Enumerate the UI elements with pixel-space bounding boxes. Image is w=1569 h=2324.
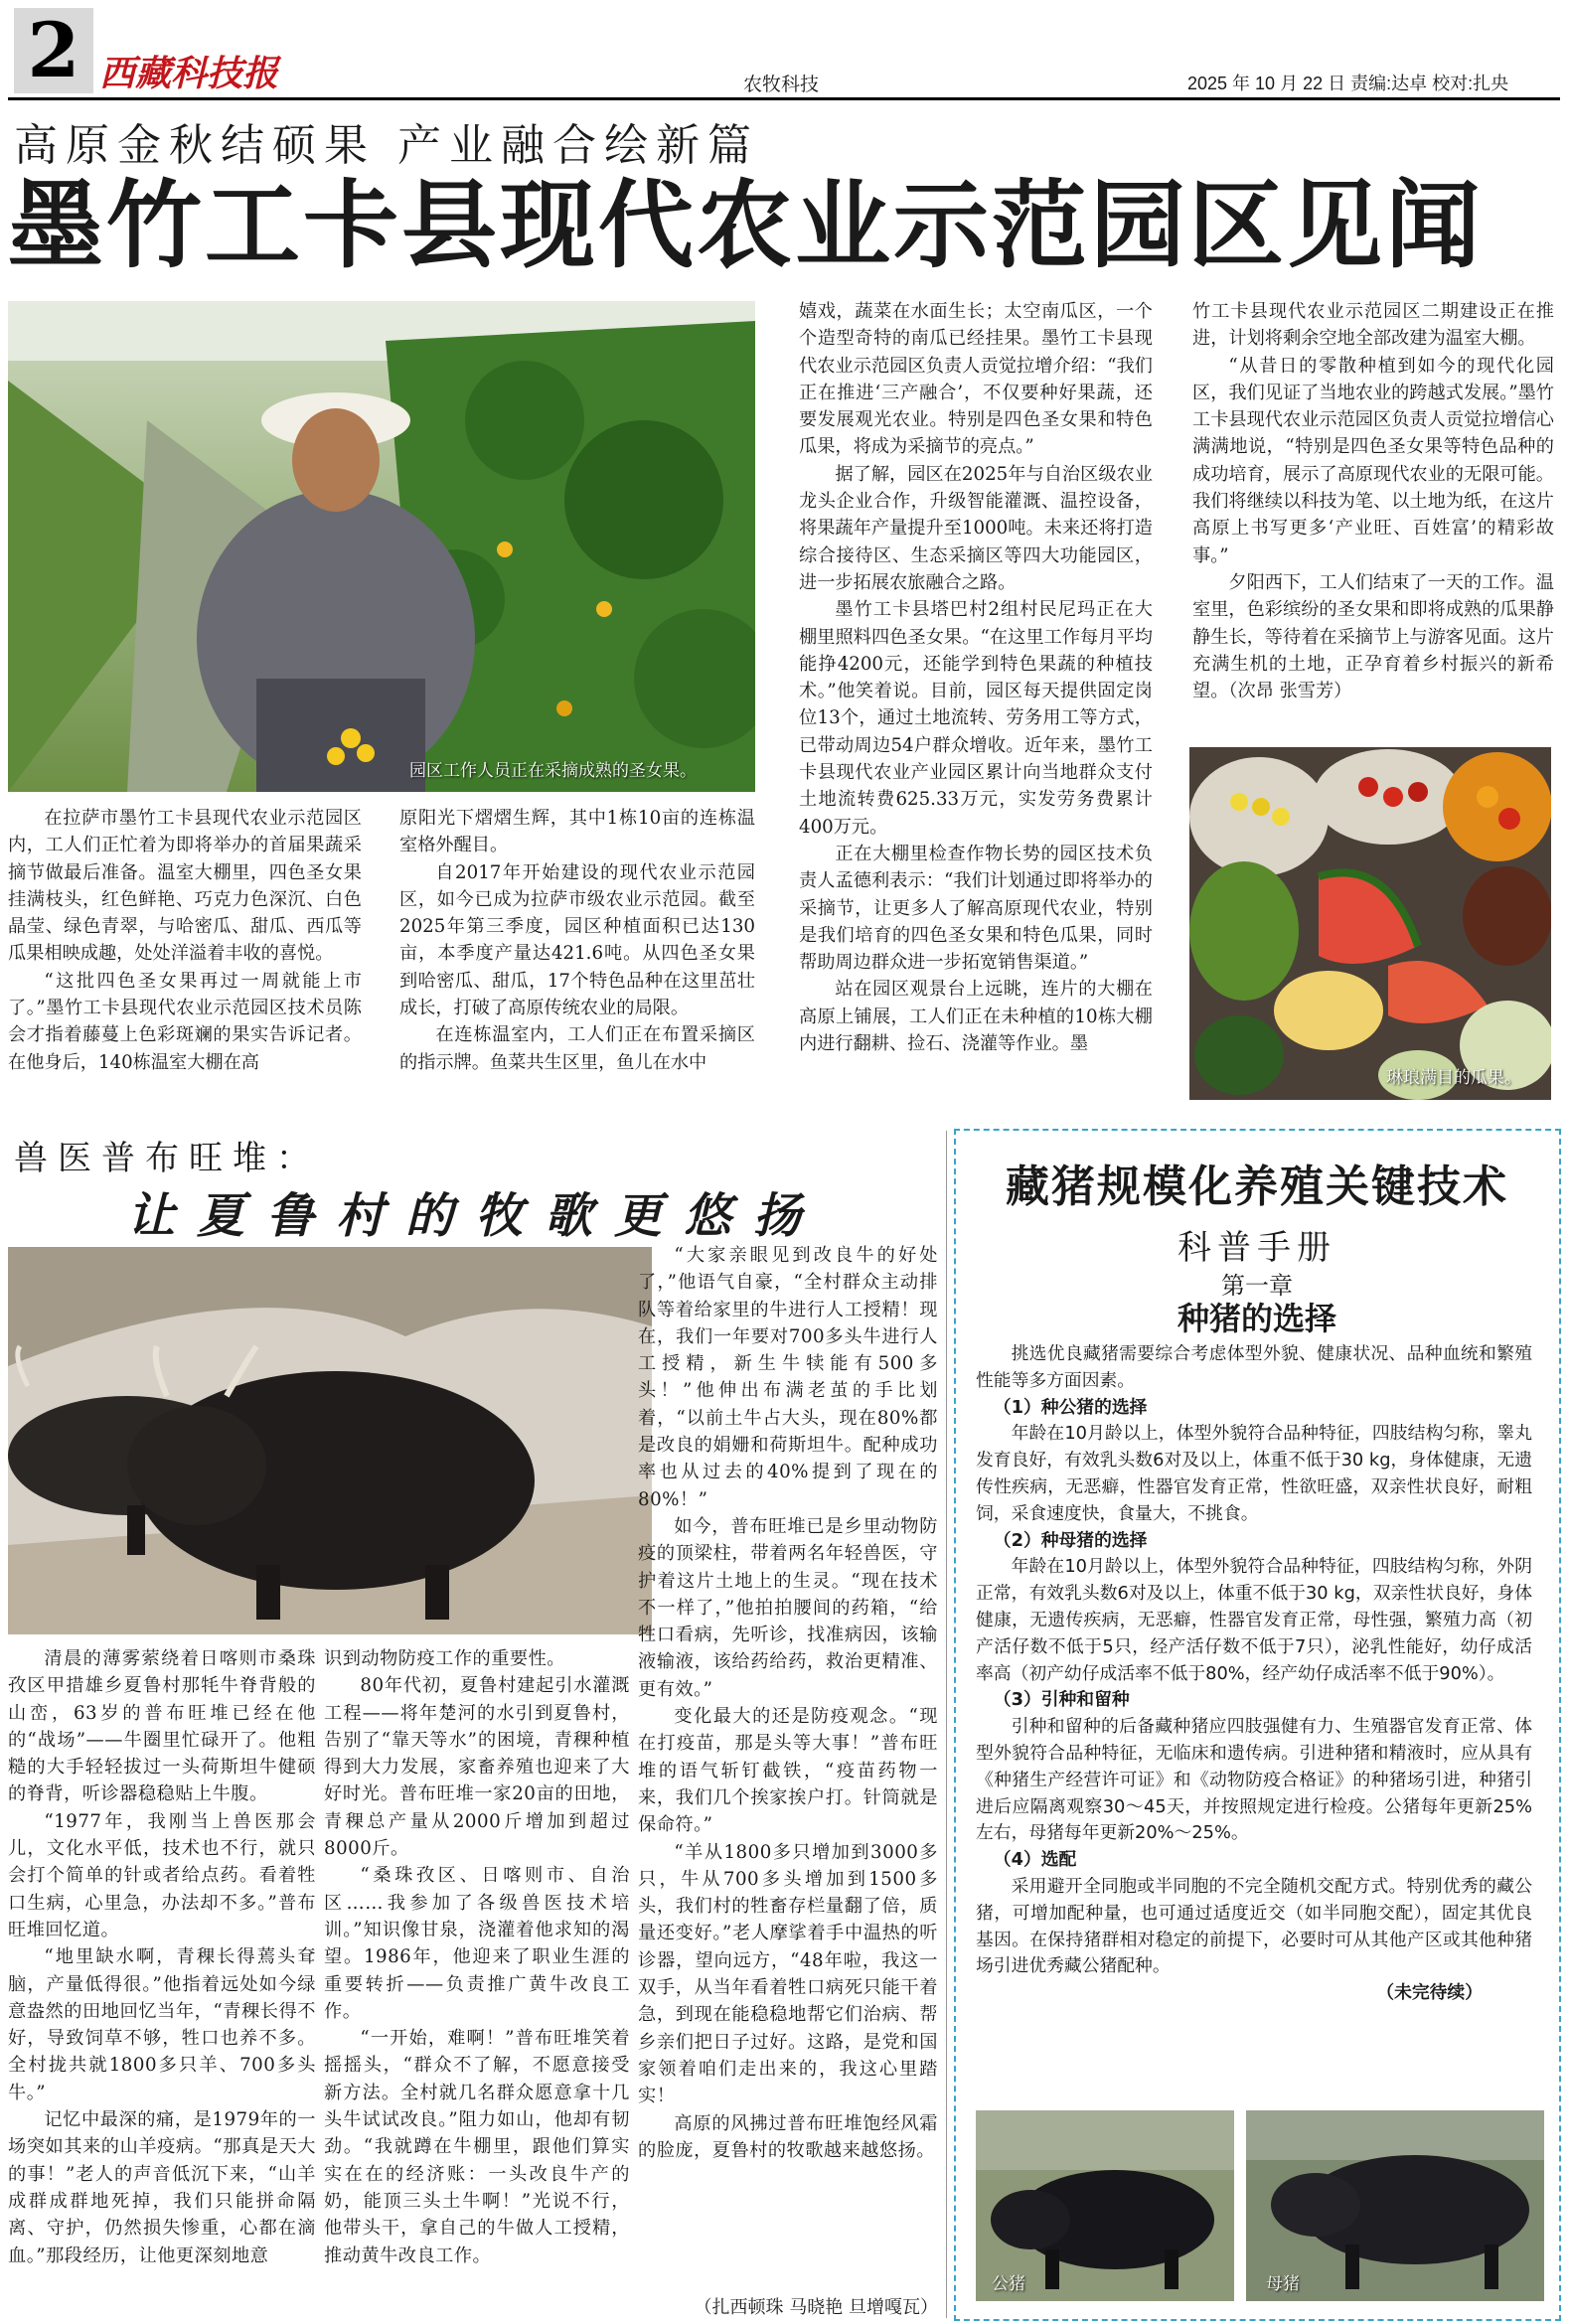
paragraph: 80年代初，夏鲁村建起引水灌溉工程——将年楚河的水引到夏鲁村，告别了“靠天等水”的困境，青稞种植得到大力发展，家畜养殖也迎来了大好时光。普布旺堆一家20亩的田地，青稞总产量从2000斤增加到超过8000斤。: [324, 1675, 630, 1860]
box-paragraph: 年龄在10月龄以上，体型外貌符合品种特征，四肢结构匀称，外阴正常，有效乳头数6对及以上，体重不低于30 kg，双亲性状良好，身体健康，无遗传疾病，无恶癖，性器官发育正常，母性强，繁殖力高（初产活仔数不低于5只，经产活仔数不低于7只），泌乳性能好，幼仔成活率高（初产幼仔成活率不低于80%，经产幼仔成活率不低于90%）。: [976, 1556, 1532, 1684]
paragraph: 自2017年开始建设的现代农业示范园区，如今已成为拉萨市级农业示范园。截至2025年第三季度，园区种植面积已达130亩，本季度产量达421.6吨。从四色圣女果到哈密瓜、甜瓜，17个特色品种在这里茁壮成长，打破了高原传统农业的局限。: [399, 861, 755, 1019]
lead-column-2: [399, 805, 755, 1133]
box-section-heading: （3）引种和留种: [993, 1689, 1130, 1711]
paragraph: 竹工卡县现代农业示范园区二期建设正在推进，计划将剩余空地全部改建为温室大棚。: [1192, 301, 1554, 350]
box-title: 藏猪规模化养殖关键技术: [1006, 1162, 1508, 1212]
yak-illustration: [8, 1247, 652, 1634]
story-byline: （扎西顿珠 马晓艳 旦增嘎瓦）: [694, 2297, 938, 2318]
story-column-3: [638, 1242, 938, 2290]
photo-greenhouse-worker: [8, 301, 755, 792]
photo-caption: 母猪: [1266, 2274, 1300, 2294]
paragraph: 正在大棚里检查作物长势的园区技术负责人孟德利表示：“我们计划通过即将举办的采摘节，让更多人了解高原现代农业，特别是我们培育的四色圣女果和特色瓜果，同时帮助周边群众进一步拓宽销售渠道。”: [799, 843, 1153, 974]
box-chapter: 第一章: [1221, 1272, 1293, 1300]
paragraph: “一开始，难啊！”普布旺堆笑着摇摇头，“群众不了解，不愿意接受新方法。全村就几名群众愿意拿十几头牛试试改良。”阻力如山，他却有韧劲。“我就蹲在牛棚里，跟他们算实实在在的经济账：一头改良牛产的奶，能顶三头土牛啊！”光说不行，他带头干，拿自己的牛做人工授精，推动黄牛改良工作。: [324, 2028, 630, 2266]
photo-caption: 园区工作人员正在采摘成熟的圣女果。: [409, 761, 697, 781]
paragraph: 原阳光下熠熠生辉，其中1栋10亩的连栋温室格外醒目。: [399, 808, 755, 856]
lead-column-4: [1192, 298, 1554, 735]
box-body: [976, 1341, 1532, 2007]
paragraph: 清晨的薄雾萦绕着日喀则市桑珠孜区甲措雄乡夏鲁村那牦牛脊背般的山峦，63岁的普布旺堆已经在他的“战场”——牛圈里忙碌开了。他粗糙的大手轻轻拔过一头荷斯坦牛健硕的脊背，听诊器稳稳贴上牛腹。: [8, 1648, 316, 1805]
photo-boar: [976, 2110, 1234, 2301]
paragraph: “1977年，我刚当上兽医那会儿，文化水平低，技术也不行，就只会打个简单的针或者给点药。看着牲口生病，心里急，办法却不多。”普布旺堆回忆道。: [8, 1810, 316, 1940]
photo-yaks: [8, 1247, 652, 1634]
lead-kicker: 高原金秋结硕果 产业融合绘新篇: [14, 120, 759, 171]
paragraph: “从昔日的零散种植到如今的现代化园区，我们见证了当地农业的跨越式发展。”墨竹工卡县现代农业示范园区负责人贡觉拉增信心满满地说，“特别是四色圣女果等特色品种的成功培育，展示了高原现代农业的无限可能。我们将继续以科技为笔、以土地为纸，在这片高原上书写更多‘产业旺、百姓富’的精彩故事。”: [1192, 355, 1554, 566]
photo-sow: [1246, 2110, 1544, 2301]
story-title: 让夏鲁村的牧歌更悠扬: [127, 1188, 824, 1244]
paragraph: “这批四色圣女果再过一周就能上市了。”墨竹工卡县现代农业示范园区技术员陈会才指着藤蔓上色彩斑斓的果实告诉记者。在他身后，140栋温室大棚在高: [8, 970, 362, 1073]
paragraph: “桑珠孜区、日喀则市、自治区……我参加了各级兽医技术培训。”知识像甘泉，浇灌着他求知的渴望。1986年，他迎来了职业生涯的重要转折——负责推广黄牛改良工作。: [324, 1865, 630, 2022]
lead-column-3: [799, 298, 1153, 1133]
photo-caption: 琳琅满目的瓜果。: [1386, 1068, 1521, 1088]
box-intro: 挑选优良藏猪需要综合考虑体型外貌、健康状况、品种血统和繁殖性能等多方面因素。: [976, 1343, 1532, 1391]
photo-fruit-display: [1189, 747, 1551, 1100]
photo-caption: 公猪: [992, 2274, 1025, 2294]
paragraph: 站在园区观景台上远眺，连片的大棚在高原上铺展，工人们正在未种植的10栋大棚内进行翻耕、捡石、浇灌等作业。墨: [799, 979, 1153, 1055]
box-subtitle: 科普手册: [1177, 1228, 1336, 1268]
page-number: 2: [14, 8, 93, 93]
section-name: 农牧科技: [743, 75, 820, 95]
story-column-2: [324, 1645, 630, 2321]
story-column-1: [8, 1645, 316, 2321]
paragraph: 记忆中最深的痛，是1979年的一场突如其来的山羊疫病。“那真是天大的事！”老人的声音低沉下来，“山羊成群成群地死掉，我们只能拼命隔离、守护，仍然损失惨重，心都在滴血。”那段经历，让他更深刻地意: [8, 2109, 316, 2266]
paragraph: 如今，普布旺堆已是乡里动物防疫的顶梁柱，带着两名年轻兽医，守护着这片土地上的生灵。“现在技术不一样了，”他拍拍腰间的药箱，“给牲口看病，先听诊，找准病因，该输液输液，该给药给药，救治更精准、更有效。”: [638, 1515, 938, 1700]
paragraph: “大家亲眼见到改良牛的好处了，”他语气自豪，“全村群众主动排队等着给家里的牛进行人工授精！现在，我们一年要对700多头牛进行人工授精，新生牛犊能有500多头！”他伸出布满老茧的手比划着，“以前土牛占大头，现在80%都是改良的娟姗和荷斯坦牛。配种成功率也从过去的40%提到了现在的80%！”: [638, 1245, 938, 1510]
box-section-heading: （1）种公猪的选择: [993, 1396, 1148, 1418]
paragraph: 墨竹工卡县塔巴村2组村民尼玛正在大棚里照料四色圣女果。“在这里工作每月平均能挣4200元，还能学到特色果蔬的种植技术。”他笑着说。目前，园区每天提供固定岗位13个，通过土地流转、劳务用工等方式，已带动周边54户群众增收。近年来，墨竹工卡县现代农业产业园区累计向当地群众支付土地流转费625.33万元，实发劳务费累计400万元。: [799, 599, 1153, 838]
paragraph: “地里缺水啊，青稞长得蔫头耷脑，产量低得很。”他指着远处如今绿意盎然的田地回忆当年，“青稞长得不好，导致饲草不够，牲口也养不多。全村拢共就1800多只羊、700多头牛。”: [8, 1946, 316, 2103]
header-rule: [8, 97, 1560, 100]
paragraph: 高原的风拂过普布旺堆饱经风霜的脸庞，夏鲁村的牧歌越来越悠扬。: [638, 2112, 938, 2161]
box-to-be-continued: （未完待续）: [1376, 1982, 1483, 2004]
story-kicker: 兽医普布旺堆：: [14, 1139, 320, 1178]
greenhouse-illustration: [8, 301, 755, 792]
paragraph: 嬉戏，蔬菜在水面生长；太空南瓜区，一个个造型奇特的南瓜已经挂果。墨竹工卡县现代农业示范园区负责人贡觉拉增介绍：“我们正在推进‘三产融合’，不仅要种好果蔬，还要发展观光农业。特别是四色圣女果和特色瓜果，将成为采摘节的亮点。”: [799, 301, 1153, 458]
column-divider: [946, 1131, 947, 2318]
newspaper-logo: 西藏科技报: [99, 53, 279, 94]
paragraph: 在拉萨市墨竹工卡县现代农业示范园区内，工人们正忙着为即将举办的首届果蔬采摘节做最后准备。温室大棚里，四色圣女果挂满枝头，红色鲜艳、巧克力色深沉、白色晶莹、绿色青翠，与哈密瓜、甜瓜、西瓜等瓜果相映成趣，处处洋溢着丰收的喜悦。: [8, 808, 362, 965]
paragraph: 识到动物防疫工作的重要性。: [324, 1648, 565, 1669]
paragraph: 夕阳西下，工人们结束了一天的工作。温室里，色彩缤纷的圣女果和即将成熟的瓜果静静生长，等待着在采摘节上与游客见面。这片充满生机的土地，正孕育着乡村振兴的新希望。（次昂 张雪芳）: [1192, 571, 1554, 702]
paragraph: “羊从1800多只增加到3000多只，牛从700多头增加到1500多头，我们村的牲畜存栏量翻了倍，质量还变好。”老人摩挲着手中温热的听诊器，望向远方，“48年啦，我这一双手，从当年看着牲口病死只能干着急，到现在能稳稳地帮它们治病、帮乡亲们把日子过好。这路，是党和国家领着咱们走出来的，我这心里踏实！: [638, 1841, 938, 2107]
box-paragraph: 年龄在10月龄以上，体型外貌符合品种特征，四肢结构匀称，睾丸发育良好，有效乳头数6对及以上，体重不低于30 kg，身体健康，无遗传性疾病，无恶癖，性器官发育正常，性欲旺盛，双亲性状良好，耐粗饲，采食速度快，食量大，不挑食。: [976, 1423, 1532, 1524]
box-paragraph: 引种和留种的后备藏种猪应四肢强健有力、生殖器官发育正常、体型外貌符合品种特征，无临床和遗传病。引进种猪和精液时，应从具有《种猪生产经营许可证》和《动物防疫合格证》的种猪场引进，种猪引进后应隔离观察30～45天，并按照规定进行检疫。公猪每年更新25%左右，母猪每年更新20%～25%。: [976, 1716, 1532, 1844]
fruit-illustration: [1189, 747, 1551, 1100]
box-paragraph: 采用避开全同胞或半同胞的不完全随机交配方式。特别优秀的藏公猪，可增加配种量，也可通过适度近交（如半同胞交配），固定其优良基因。在保持猪群相对稳定的前提下，必要时可从其他产区或其他种猪场引进优秀藏公猪配种。: [976, 1875, 1532, 1977]
paragraph: 在连栋温室内，工人们正在布置采摘区的指示牌。鱼菜共生区里，鱼儿在水中: [399, 1024, 755, 1073]
paragraph: 据了解，园区在2025年与自治区级农业龙头企业合作，升级智能灌溉、温控设备，将果蔬年产量提升至1000吨。未来还将打造综合接待区、生态采摘区等四大功能园区，进一步拓展农旅融合之路。: [799, 463, 1153, 593]
box-section-heading: （2）种母猪的选择: [993, 1529, 1148, 1551]
lead-headline: 墨竹工卡县现代农业示范园区见闻: [8, 169, 1484, 281]
box-chapter-title: 种猪的选择: [1177, 1300, 1336, 1337]
dateline: 2025 年 10 月 22 日 责编:达卓 校对:扎央: [1187, 74, 1509, 93]
box-section-heading: （4）选配: [993, 1849, 1077, 1871]
lead-column-1: [8, 805, 362, 1133]
paragraph: 变化最大的还是防疫观念。“现在打疫苗，那是头等大事！”普布旺堆的语气斩钉截铁，“疫苗药物一来，我们几个挨家挨户打。针筒就是保命符。”: [638, 1706, 938, 1836]
